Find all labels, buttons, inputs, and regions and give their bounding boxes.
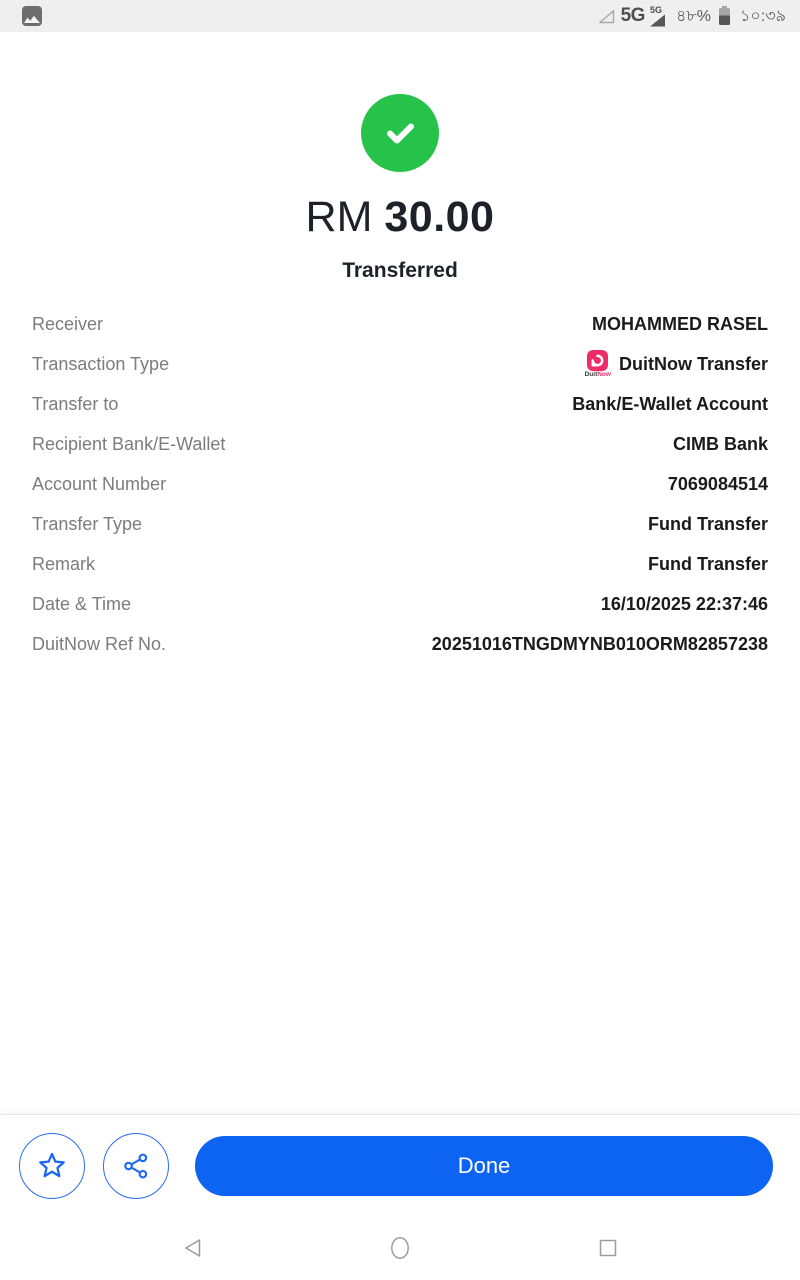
duitnow-logo-icon <box>585 350 611 379</box>
share-button[interactable] <box>103 1133 169 1199</box>
battery-icon <box>719 8 730 25</box>
signal-full-icon <box>649 14 666 27</box>
footer-action-bar <box>0 1114 800 1216</box>
signal-strength-stack <box>649 6 666 27</box>
done-button[interactable]: Done <box>195 1136 773 1196</box>
detail-row-recipient-bank <box>32 424 768 464</box>
home-circle-icon <box>390 1236 410 1260</box>
share-icon <box>121 1151 151 1181</box>
star-icon <box>36 1150 68 1182</box>
success-check-icon <box>361 94 439 172</box>
nav-recents-button[interactable] <box>588 1228 628 1268</box>
network-type-label: 5G <box>620 5 645 26</box>
detail-row-transaction-type <box>32 344 768 384</box>
detail-value <box>585 350 768 379</box>
detail-value: CIMB Bank <box>672 433 768 454</box>
amount-currency: RM <box>305 193 373 241</box>
android-nav-bar <box>0 1216 800 1280</box>
battery-percent-label: ৪৮% <box>675 7 711 25</box>
favorite-button[interactable] <box>19 1133 85 1199</box>
transfer-status-label: Transferred <box>342 259 458 282</box>
recents-square-icon <box>599 1239 617 1257</box>
clock-label: ১০:৩৯ <box>739 7 786 25</box>
detail-row-date-time <box>32 584 768 624</box>
detail-row-duitnow-ref <box>32 624 768 664</box>
detail-label: Recipient Bank/E-Wallet <box>32 433 226 454</box>
detail-label: Transfer to <box>32 393 119 414</box>
detail-value: Fund Transfer <box>647 513 768 534</box>
image-icon <box>24 14 40 23</box>
network-superscript-label: 5G <box>649 4 662 15</box>
detail-value-text: DuitNow Transfer <box>618 353 768 374</box>
detail-label: Account Number <box>32 473 167 494</box>
detail-row-receiver <box>32 304 768 344</box>
detail-value: Fund Transfer <box>647 553 768 574</box>
detail-value: MOHAMMED RASEL <box>592 313 768 334</box>
detail-label: Remark <box>32 553 96 574</box>
detail-row-account-number <box>32 464 768 504</box>
detail-value: Bank/E-Wallet Account <box>572 393 768 414</box>
nav-home-button[interactable] <box>380 1228 420 1268</box>
duitnow-wordmark: DuitNow <box>584 370 611 378</box>
detail-row-remark <box>32 544 768 584</box>
status-bar-right <box>598 3 786 30</box>
detail-value: 7069084514 <box>667 473 768 494</box>
signal-empty-icon <box>598 9 615 24</box>
detail-label: Receiver <box>32 313 104 334</box>
detail-label: Transaction Type <box>32 353 170 374</box>
back-triangle-icon <box>183 1238 202 1258</box>
screenshot-notification-icon <box>22 6 42 26</box>
detail-value: 16/10/2025 22:37:46 <box>600 593 768 614</box>
detail-label: DuitNow Ref No. <box>32 633 167 654</box>
receipt-details <box>0 304 800 664</box>
detail-row-transfer-type <box>32 504 768 544</box>
status-bar <box>0 0 800 32</box>
detail-row-transfer-to <box>32 384 768 424</box>
status-bar-left <box>22 6 42 26</box>
amount-value: 30.00 <box>384 193 495 241</box>
detail-value: 20251016TNGDMYNB010ORM82857238 <box>431 633 768 654</box>
detail-label: Transfer Type <box>32 513 143 534</box>
receipt-content <box>0 32 800 664</box>
detail-label: Date & Time <box>32 593 132 614</box>
nav-back-button[interactable] <box>172 1228 212 1268</box>
transfer-amount <box>0 192 800 242</box>
